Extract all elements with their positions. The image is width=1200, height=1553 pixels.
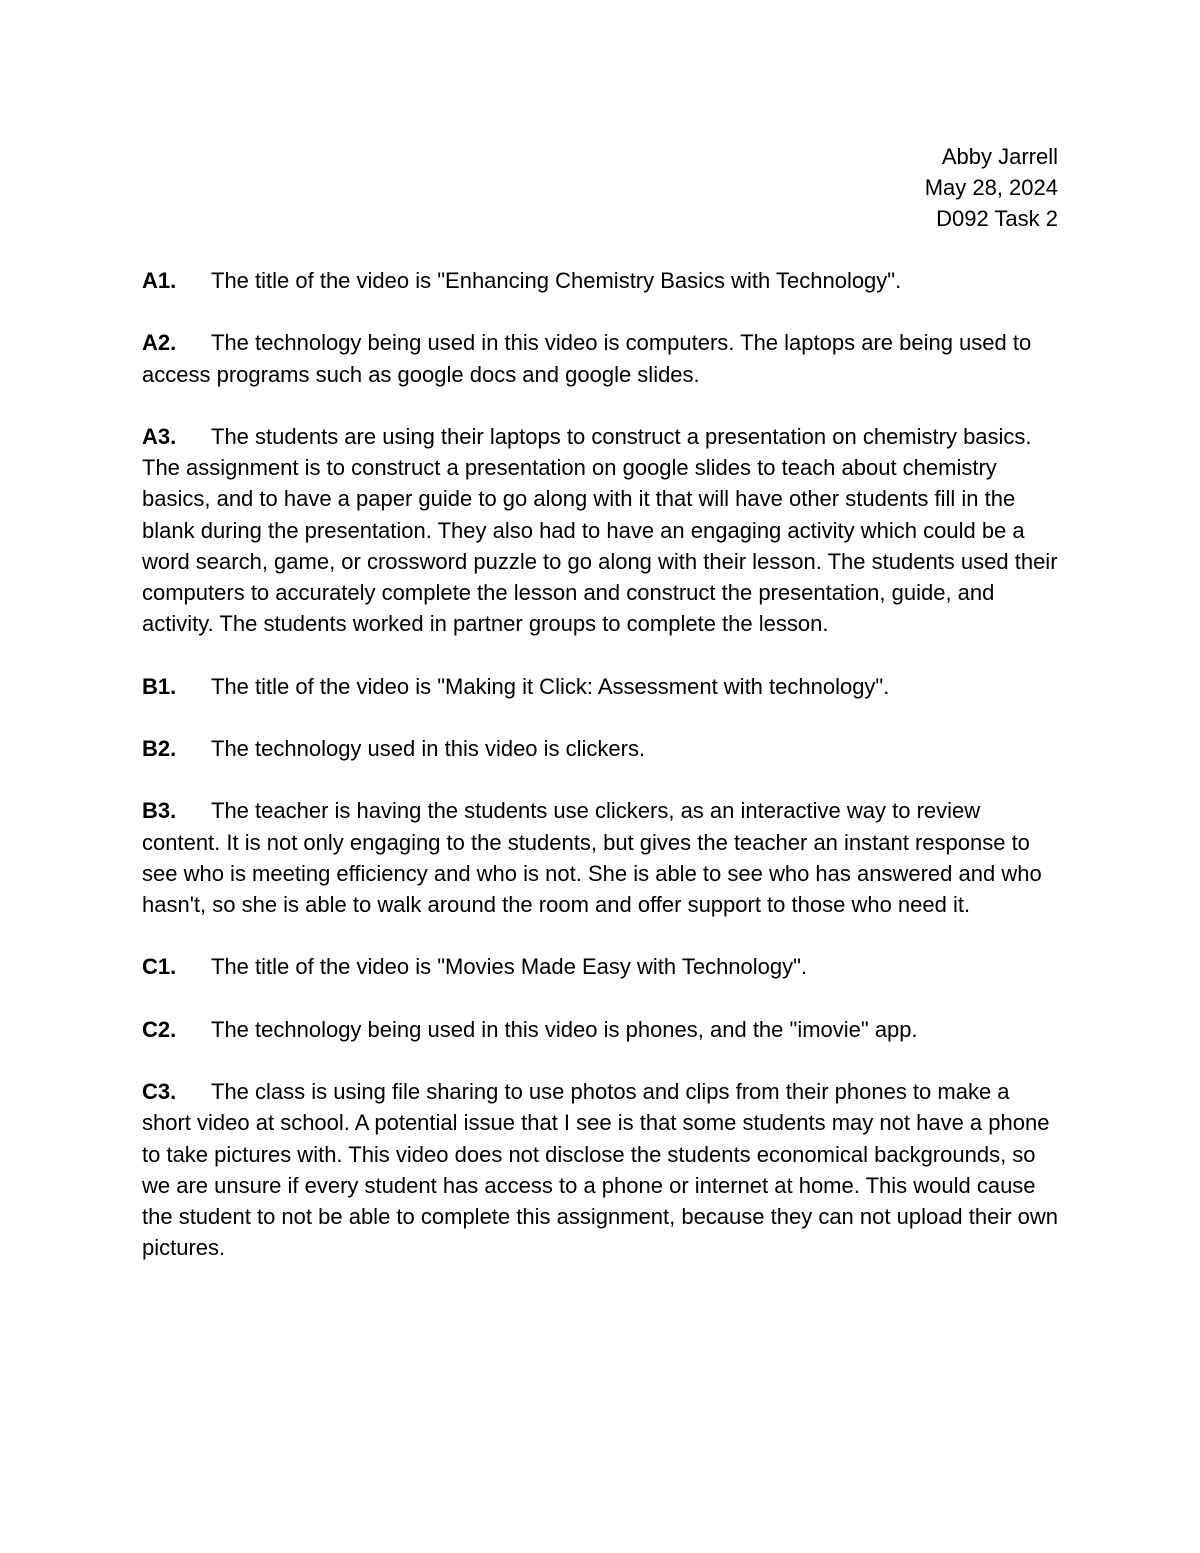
section-label: A2.	[142, 330, 177, 356]
section-c1	[142, 951, 1062, 982]
section-label: A3.	[142, 423, 177, 449]
section-text: The technology being used in this video is computers. The laptops are being used to access programs such as google docs and google slides.	[142, 330, 1032, 387]
section-text: The teacher is having the students use clickers, as an interactive way to review content. It is not only engaging to the students, but gives the teacher an instant response to see who is meeting efficiency and who is not. She is able to see who has answered and who hasn't, so she is able to walk around the room and offer support to those who need it.	[142, 798, 1042, 917]
section-label: A1.	[142, 268, 177, 293]
document-header	[142, 141, 1058, 234]
section-b1	[142, 671, 1062, 702]
author-name: Abby Jarrell	[941, 144, 1058, 169]
task-title: D092 Task 2	[936, 206, 1058, 231]
section-text: The technology used in this video is clickers.	[211, 735, 646, 761]
section-text: The title of the video is "Making it Click: Assessment with technology".	[211, 673, 890, 699]
section-b3	[142, 795, 1062, 920]
section-a1	[142, 265, 1062, 296]
section-text: The students are using their laptops to construct a presentation on chemistry basics. The assignment is to construct a presentation on google slides to teach about chemistry basics, and to have a paper guide to go along with it that will have other students fill in the blank during the presentation. They also had to have an engaging activity which could be a word search, game, or crossword puzzle to go along with their lesson. The students used their computers to accurately complete the lesson and construct the presentation, guide, and activity. The students worked in partner groups to complete the lesson.	[142, 423, 1058, 637]
section-a2	[142, 327, 1062, 389]
section-label: B3.	[142, 798, 177, 824]
section-text: The title of the video is "Movies Made Easy with Technology".	[211, 954, 808, 980]
document-body	[142, 265, 1062, 1295]
document-date: May 28, 2024	[924, 175, 1058, 200]
section-b2	[142, 733, 1062, 764]
section-c3	[142, 1076, 1062, 1263]
section-label: C1.	[142, 954, 177, 980]
section-label: B2.	[142, 735, 177, 761]
section-c2	[142, 1014, 1062, 1045]
section-label: B1.	[142, 673, 177, 699]
section-text: The class is using file sharing to use photos and clips from their phones to make a short video at school. A potential issue that I see is that some students may not have a phone to take pictures with. This video does not disclose the students economical backgrounds, so we are unsure if every student has access to a phone or internet at home. This would cause the student to not be able to complete this assignment, because they can not upload their own pictures.	[142, 1079, 1059, 1261]
section-a3	[142, 421, 1062, 639]
section-label: C2.	[142, 1016, 177, 1042]
section-text: The title of the video is "Enhancing Chemistry Basics with Technology".	[211, 268, 902, 293]
section-text: The technology being used in this video is phones, and the "imovie" app.	[211, 1016, 918, 1042]
section-label: C3.	[142, 1079, 177, 1105]
